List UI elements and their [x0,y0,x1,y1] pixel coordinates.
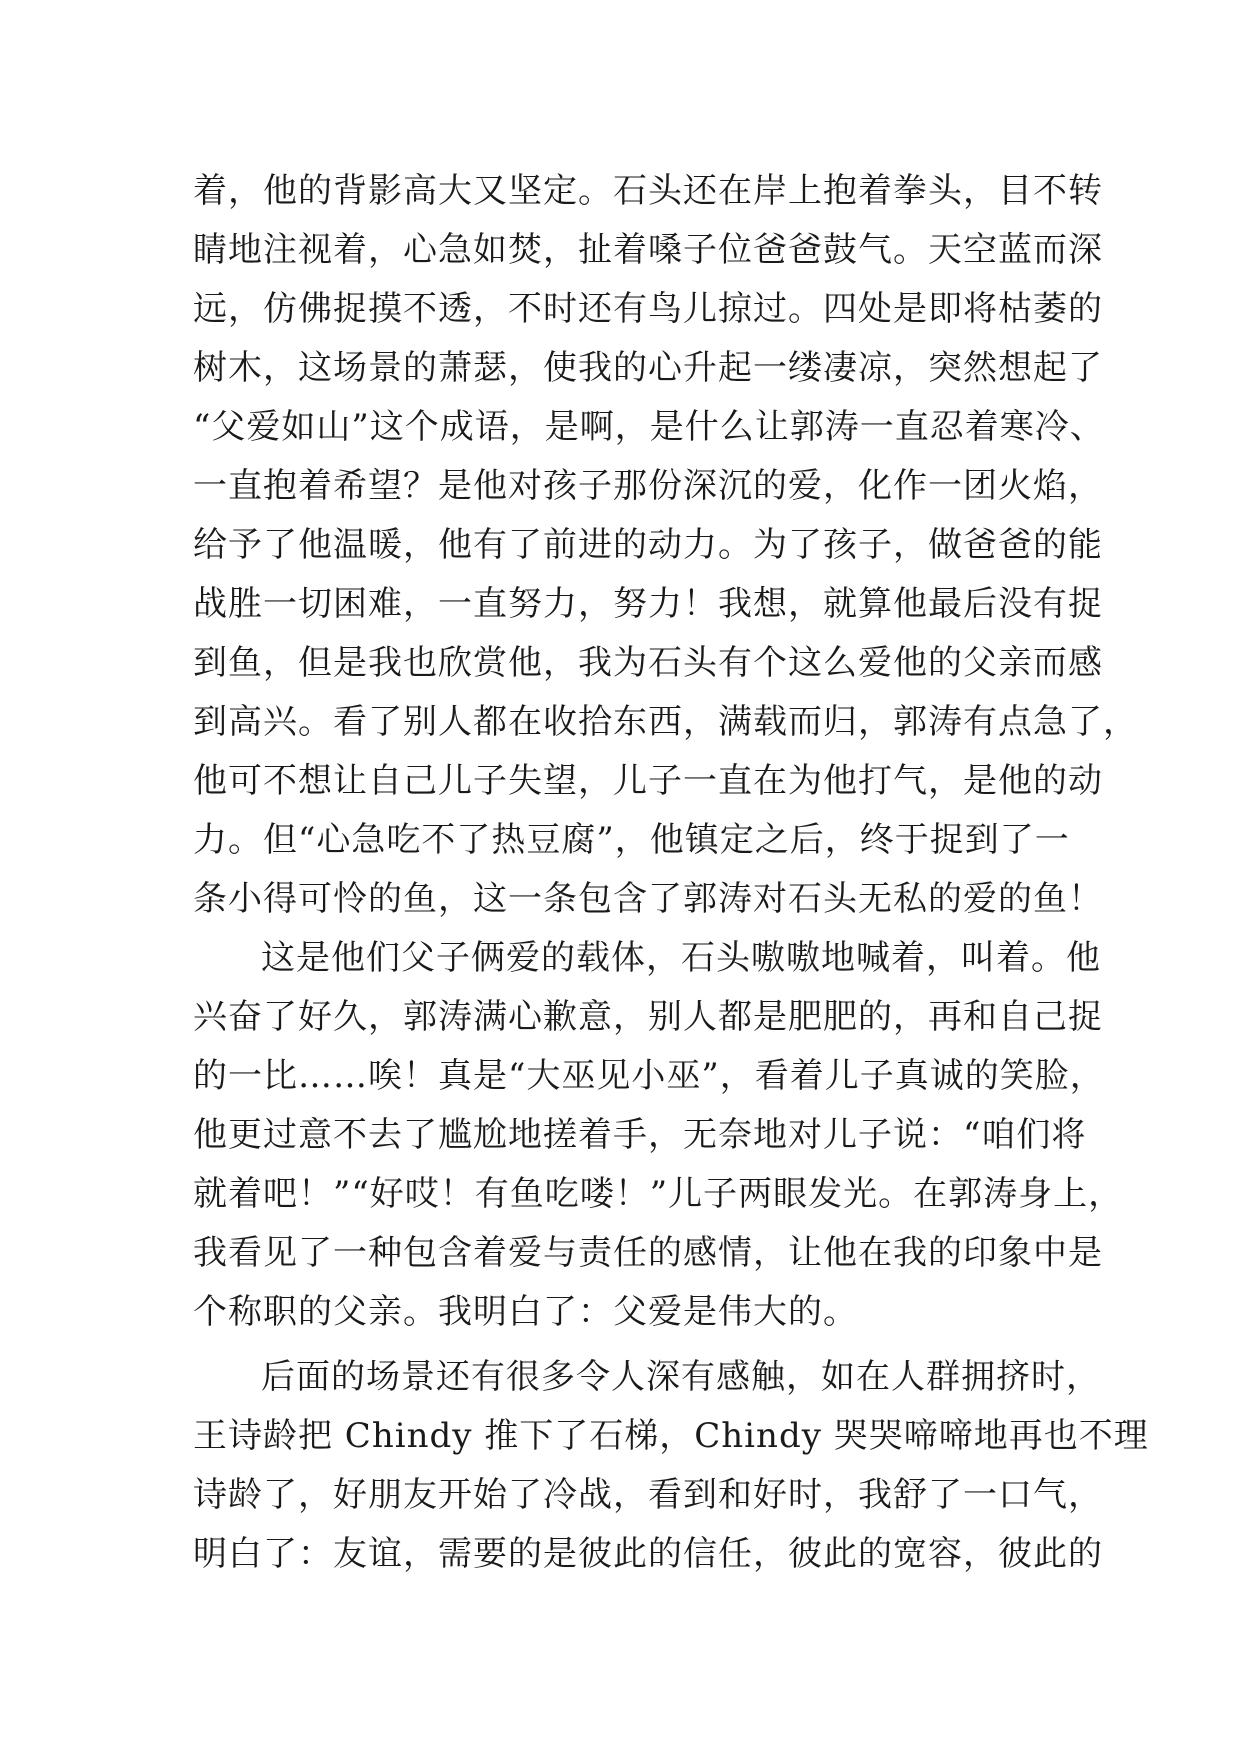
text-line: 就着吧！”“好哎！有鱼吃喽！”儿子两眼发光。在郭涛身上， [193,1174,1124,1214]
text-line: 后面的场景还有很多令人深有感触，如在人群拥挤时， [261,1357,1101,1397]
paragraph [193,162,1138,929]
text-line: 兴奋了好久，郭涛满心歉意，别人都是肥肥的，再和自己捉 [193,997,1103,1037]
text-line: 着，他的背影高大又坚定。石头还在岸上抱着拳头，目不转 [193,171,1103,211]
text-line: 给予了他温暖，他有了前进的动力。为了孩子，做爸爸的能 [193,525,1103,565]
text-line: 个称职的父亲。我明白了：父爱是伟大的。 [193,1292,858,1332]
text-line: 树木，这场景的萧瑟，使我的心升起一缕凄凉，突然想起了 [193,348,1103,388]
text-line: 的一比……唉！真是“大巫见小巫”，看着儿子真诚的笑脸， [193,1056,1105,1096]
text-line: 远，仿佛捉摸不透，不时还有鸟儿掠过。四处是即将枯萎的 [193,289,1103,329]
text-line: 到高兴。看了别人都在收拾东西，满载而归，郭涛有点急了， [193,702,1138,742]
text-line: 我看见了一种包含着爱与责任的感情，让他在我的印象中是 [193,1233,1103,1273]
text-line: 王诗龄把 Chindy 推下了石梯，Chindy 哭哭啼啼地再也不理 [193,1416,1149,1456]
text-line: “父爱如山”这个成语，是啊，是什么让郭涛一直忍着寒冷、 [193,407,1105,447]
text-line: 一直抱着希望？是他对孩子那份深沉的爱，化作一团火焰， [193,466,1103,506]
text-line: 战胜一切困难，一直努力，努力！我想，就算他最后没有捉 [193,584,1103,624]
text-line: 明白了：友谊，需要的是彼此的信任，彼此的宽容，彼此的 [193,1534,1103,1574]
text-line: 条小得可怜的鱼，这一条包含了郭涛对石头无私的爱的鱼！ [193,879,1103,919]
paragraph [193,929,1124,1342]
text-line: 这是他们父子俩爱的载体，石头嗷嗷地喊着，叫着。他 [261,938,1101,978]
body-text [193,162,1149,1584]
text-line: 诗龄了，好朋友开始了冷战，看到和好时，我舒了一口气， [193,1475,1103,1515]
text-line: 到鱼，但是我也欣赏他，我为石头有个这么爱他的父亲而感 [193,643,1103,683]
paragraph [193,1348,1149,1584]
text-line: 他更过意不去了尴尬地搓着手，无奈地对儿子说：“咱们将 [193,1115,1087,1155]
text-line: 力。但“心急吃不了热豆腐”，他镇定之后，终于捉到了一 [193,820,1070,860]
text-line: 睛地注视着，心急如焚，扯着嗓子位爸爸鼓气。天空蓝而深 [193,230,1103,270]
text-line: 他可不想让自己儿子失望，儿子一直在为他打气，是他的动 [193,761,1103,801]
